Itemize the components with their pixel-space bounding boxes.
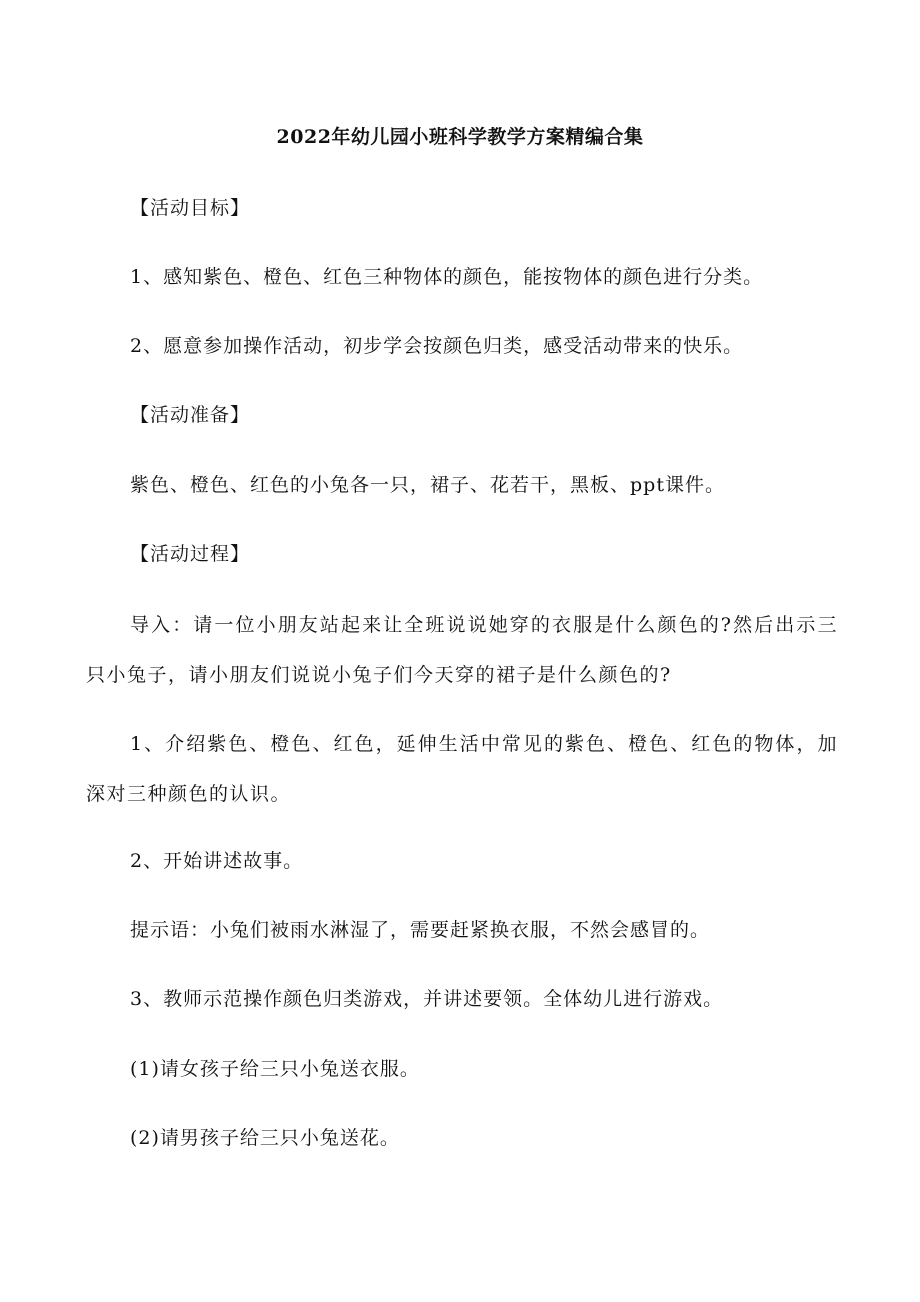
page-title: 2022年幼儿园小班科学教学方案精编合集: [276, 126, 644, 148]
goal-item-2: 2、愿意参加操作活动，初步学会按颜色归类，感受活动带来的快乐。: [130, 335, 744, 357]
sub-item-2: (2)请男孩子给三只小兔送花。: [130, 1127, 400, 1149]
process-heading: 【活动过程】: [130, 543, 251, 565]
step-2-text: 2、开始讲述故事。: [130, 850, 304, 872]
intro-paragraph: 导入：请一位小朋友站起来让全班说说她穿的衣服是什么颜色的?然后出示三只小兔子，请小朋友们说说小兔子们今天穿的裙子是什么颜色的?: [86, 614, 838, 686]
sub-item-1: (1)请女孩子给三只小兔送衣服。: [130, 1058, 420, 1080]
goal-item-1: 1、感知紫色、橙色、红色三种物体的颜色，能按物体的颜色进行分类。: [130, 266, 764, 288]
prep-heading: 【活动准备】: [130, 404, 251, 426]
step-3-text: 3、教师示范操作颜色归类游戏，并讲述要领。全体幼儿进行游戏。: [130, 988, 724, 1010]
goals-heading: 【活动目标】: [130, 197, 251, 219]
hint-text: 提示语：小兔们被雨水淋湿了，需要赶紧换衣服，不然会感冒的。: [130, 919, 711, 941]
step-1-paragraph: 1、介绍紫色、橙色、红色，延伸生活中常见的紫色、橙色、红色的物体，加深对三种颜色的认识。: [86, 733, 838, 805]
prep-text: 紫色、橙色、红色的小兔各一只，裙子、花若干，黑板、ppt课件。: [130, 474, 725, 496]
